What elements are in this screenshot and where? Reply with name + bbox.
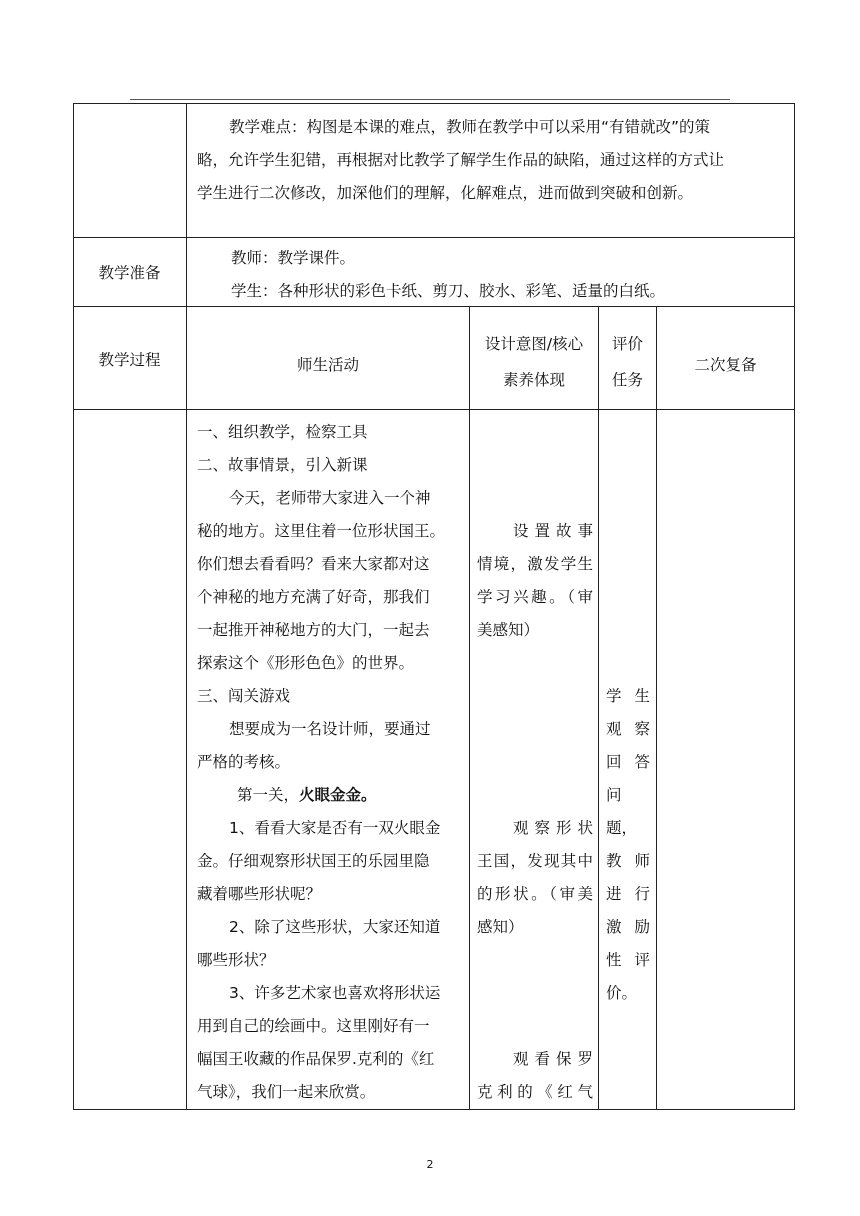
eval-line: 观察 bbox=[606, 720, 650, 738]
eval-line: 教师 bbox=[606, 852, 650, 870]
eval-line: 问 bbox=[606, 786, 622, 804]
design-line: 观看保罗 bbox=[513, 1050, 593, 1068]
eval-line: 回答 bbox=[606, 753, 650, 771]
design-line: 观察形状 bbox=[513, 819, 593, 837]
table-border-top bbox=[73, 103, 795, 104]
activity-line: 一、组织教学，检察工具 bbox=[197, 423, 368, 441]
activity-line: 哪些形状？ bbox=[197, 951, 275, 969]
activity-line: 秘的地方。这里住着一位形状国王。 bbox=[197, 522, 446, 540]
eval-line: 性评 bbox=[606, 951, 650, 969]
eval-header-line1: 评价 bbox=[611, 335, 643, 353]
column-divider bbox=[186, 103, 187, 1110]
design-line: 学习兴趣。（审 bbox=[477, 588, 593, 606]
design-line: 美感知） bbox=[477, 621, 540, 639]
design-header-line2: 素养体现 bbox=[502, 371, 565, 389]
difficulty-line: 略，允许学生犯错，再根据对比教学了解学生作品的缺陷，通过这样的方式让 bbox=[197, 151, 725, 169]
eval-line: 进行 bbox=[606, 885, 650, 903]
design-line: 克利的《红气 bbox=[477, 1083, 593, 1101]
activity-line: 三、闯关游戏 bbox=[197, 687, 291, 705]
activity-line: 探索这个《形形色色》的世界。 bbox=[197, 654, 415, 672]
activity-line: 金。仔细观察形状国王的乐园里隐 bbox=[197, 852, 430, 870]
activity-line: 你们想去看看吗？看来大家都对这 bbox=[197, 555, 430, 573]
level-one-title bbox=[237, 779, 377, 812]
design-line: 的形状。（审美 bbox=[477, 885, 593, 903]
row-divider bbox=[73, 237, 795, 238]
design-line: 设置故事 bbox=[513, 522, 593, 540]
difficulty-line: 教学难点：构图是本课的难点，教师在教学中可以采用“有错就改”的策 bbox=[229, 118, 711, 136]
column-divider bbox=[469, 306, 470, 1110]
table-border-bottom bbox=[73, 1109, 795, 1110]
preparation-label: 教学准备 bbox=[98, 264, 161, 282]
activity-line: 个神秘的地方充满了好奇，那我们 bbox=[197, 588, 430, 606]
second-prep-header: 二次复备 bbox=[694, 356, 757, 374]
design-header-line1: 设计意图/核心 bbox=[484, 335, 584, 353]
activity-line: 想要成为一名设计师，要通过 bbox=[229, 720, 431, 738]
lesson-plan-table bbox=[73, 103, 795, 1110]
eval-line: 题， bbox=[606, 819, 638, 837]
page-number: 2 bbox=[426, 1158, 434, 1171]
activity-line: 3、许多艺术家也喜欢将形状运 bbox=[229, 984, 441, 1002]
activity-line: 2、除了这些形状，大家还知道 bbox=[229, 918, 441, 936]
preparation-teacher: 教师：教学课件。 bbox=[231, 249, 356, 267]
activity-line: 幅国王收藏的作品保罗.克利的《红 bbox=[197, 1050, 435, 1068]
activity-line: 二、故事情景，引入新课 bbox=[197, 456, 368, 474]
eval-line: 学生 bbox=[606, 687, 650, 705]
activity-line: 一起推开神秘地方的大门，一起去 bbox=[197, 621, 430, 639]
eval-line: 价。 bbox=[606, 984, 638, 1002]
eval-line: 激励 bbox=[606, 918, 650, 936]
process-header: 教学过程 bbox=[98, 351, 161, 369]
column-divider bbox=[656, 306, 657, 1110]
level-one-prefix: 第一关， bbox=[237, 786, 300, 804]
activity-line: 今天，老师带大家进入一个神 bbox=[229, 489, 431, 507]
design-line: 情境，激发学生 bbox=[477, 555, 593, 573]
table-border-right bbox=[794, 103, 795, 1110]
activity-line: 用到自己的绘画中。这里刚好有一 bbox=[197, 1017, 430, 1035]
header-rule bbox=[130, 99, 730, 100]
design-line: 王国，发现其中 bbox=[477, 852, 593, 870]
activity-header: 师生活动 bbox=[296, 356, 359, 374]
activity-line: 气球》，我们一起来欣赏。 bbox=[197, 1083, 376, 1101]
table-border-left bbox=[73, 103, 74, 1110]
row-divider bbox=[73, 409, 795, 410]
design-line: 感知） bbox=[477, 918, 524, 936]
eval-header-line2: 任务 bbox=[611, 371, 643, 389]
activity-line: 藏着哪些形状呢？ bbox=[197, 885, 322, 903]
difficulty-line: 学生进行二次修改，加深他们的理解，化解难点，进而做到突破和创新。 bbox=[197, 184, 694, 202]
preparation-student: 学生：各种形状的彩色卡纸、剪刀、胶水、彩笔、适量的白纸。 bbox=[231, 282, 666, 300]
column-divider bbox=[598, 306, 599, 1110]
activity-line: 严格的考核。 bbox=[197, 753, 291, 771]
activity-line: 1、看看大家是否有一双火眼金 bbox=[229, 819, 441, 837]
level-one-name: 火眼金金。 bbox=[299, 786, 377, 804]
